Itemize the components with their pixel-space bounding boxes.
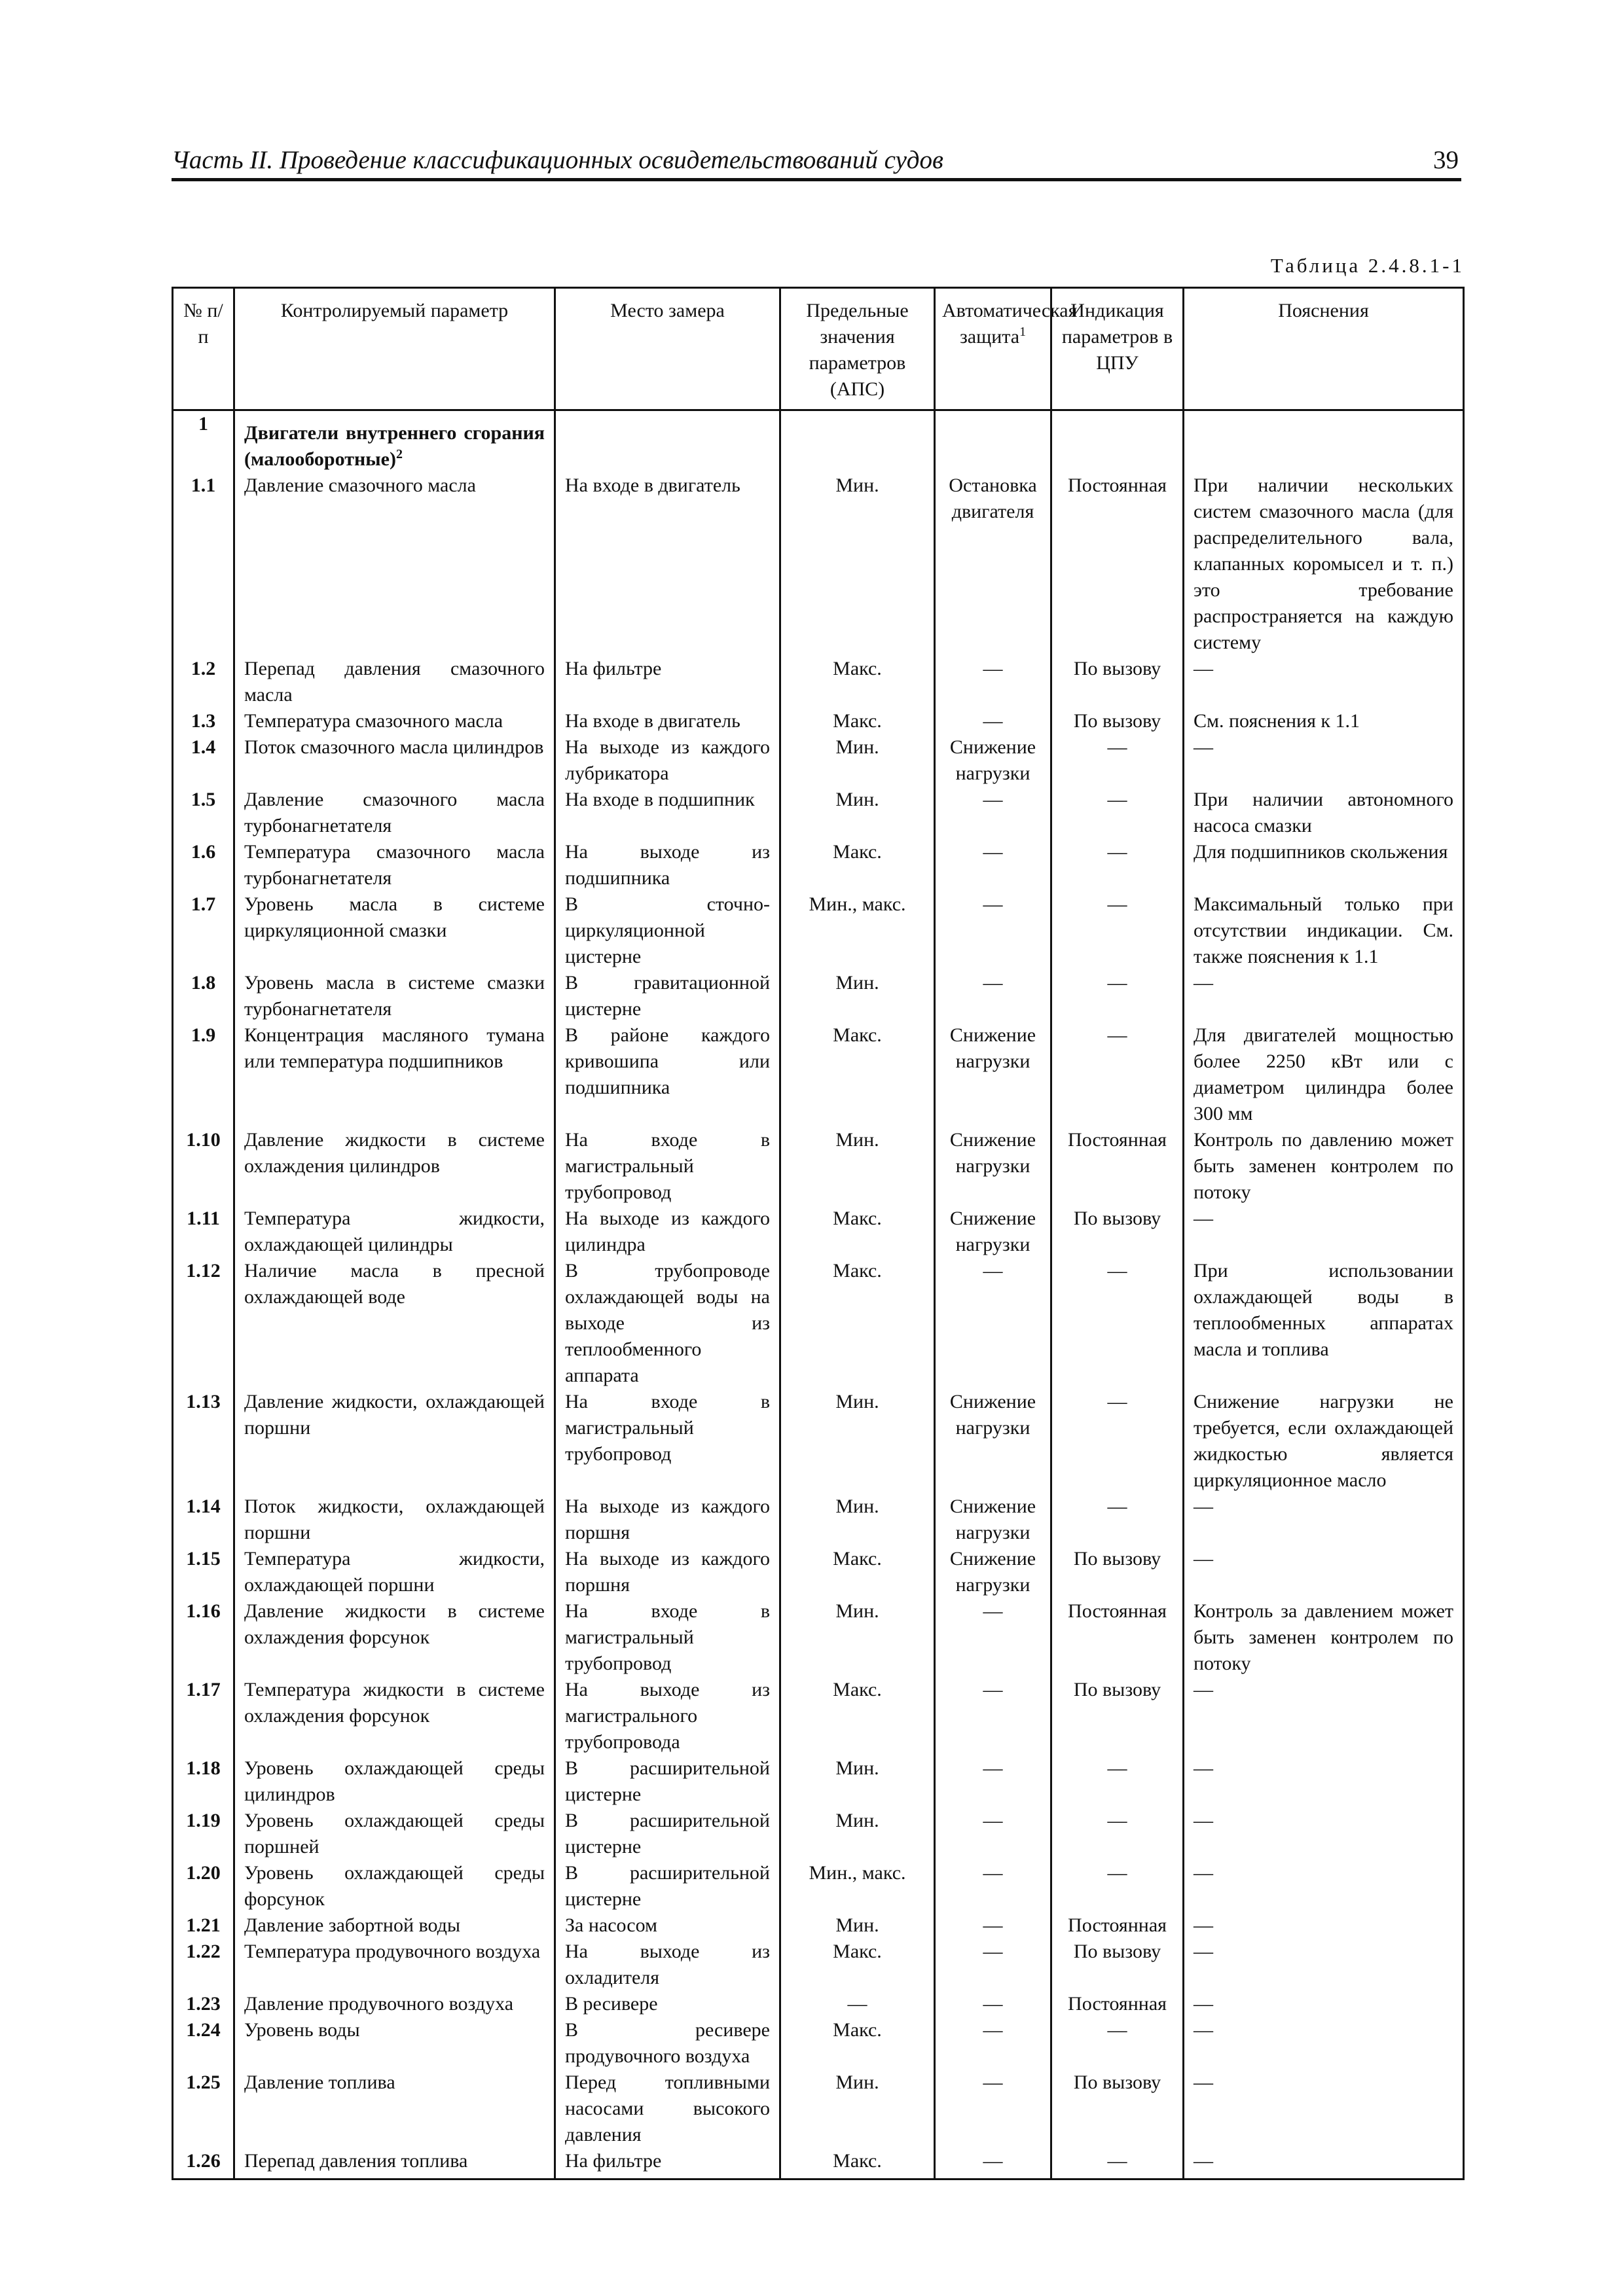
row-auto-protection: Снижение нагрузки [935, 1022, 1051, 1127]
row-auto-protection: — [935, 839, 1051, 891]
row-notes: — [1184, 1677, 1464, 1755]
row-notes: — [1184, 1206, 1464, 1258]
row-location: На выходе из каждого поршня [555, 1494, 780, 1546]
row-location: На выходе из магистрального трубопровода [555, 1677, 780, 1755]
row-parameter: Перепад давления топлива [234, 2148, 555, 2179]
table-row [173, 1389, 1464, 1494]
row-parameter: Температура жидкости, охлаждающей поршни [234, 1546, 555, 1598]
row-auto-protection: — [935, 1755, 1051, 1808]
row-number: 1.12 [173, 1258, 234, 1389]
row-auto-protection: Снижение нагрузки [935, 1494, 1051, 1546]
row-indication: Постоянная [1051, 1127, 1184, 1206]
row-location: На фильтре [555, 2148, 780, 2179]
row-parameter: Температура жидкости в системе охлаждения форсунок [234, 1677, 555, 1755]
row-parameter: Поток смазочного масла цилиндров [234, 734, 555, 787]
row-parameter: Давление жидкости, охлаждающей поршни [234, 1389, 555, 1494]
row-indication: — [1051, 1494, 1184, 1546]
row-indication: По вызову [1051, 2070, 1184, 2148]
row-number: 1.24 [173, 2017, 234, 2070]
row-limits: Макс. [780, 1206, 935, 1258]
table-row [173, 2017, 1464, 2070]
row-parameter: Давление забортной воды [234, 1912, 555, 1939]
row-auto-protection: Снижение нагрузки [935, 1127, 1051, 1206]
row-number: 1.22 [173, 1939, 234, 1991]
row-limits: Макс. [780, 1677, 935, 1755]
row-limits: Мин. [780, 734, 935, 787]
row-auto-protection: Снижение нагрузки [935, 1546, 1051, 1598]
table-row [173, 1912, 1464, 1939]
row-limits: Мин. [780, 787, 935, 839]
row-location: На выходе из каждого цилиндра [555, 1206, 780, 1258]
row-parameter: Перепад давления смазочного масла [234, 656, 555, 708]
row-indication: Постоянная [1051, 1912, 1184, 1939]
row-auto-protection: — [935, 1991, 1051, 2017]
row-indication: Постоянная [1051, 1991, 1184, 2017]
row-limits: Макс. [780, 2017, 935, 2070]
row-location: В районе каждого кривошипа или подшипника [555, 1022, 780, 1127]
row-location: В расширительной цистерне [555, 1808, 780, 1860]
row-indication: — [1051, 1389, 1184, 1494]
row-auto-protection: — [935, 1808, 1051, 1860]
row-number: 1.19 [173, 1808, 234, 1860]
row-indication: — [1051, 1755, 1184, 1808]
row-limits: Мин., макс. [780, 1860, 935, 1912]
row-parameter: Наличие масла в пресной охлаждающей воде [234, 1258, 555, 1389]
row-indication: — [1051, 787, 1184, 839]
row-location: На входе в магистральный трубопровод [555, 1389, 780, 1494]
row-notes: См. пояснения к 1.1 [1184, 708, 1464, 734]
row-auto-protection: — [935, 1860, 1051, 1912]
table-row [173, 1939, 1464, 1991]
row-limits: Мин. [780, 1494, 935, 1546]
row-indication: По вызову [1051, 1939, 1184, 1991]
row-parameter: Давление топлива [234, 2070, 555, 2148]
row-location: На входе в двигатель [555, 708, 780, 734]
row-number: 1.14 [173, 1494, 234, 1546]
row-indication: — [1051, 1860, 1184, 1912]
row-limits: Мин., макс. [780, 891, 935, 970]
table-row [173, 1022, 1464, 1127]
row-notes: — [1184, 2148, 1464, 2179]
header-auto [935, 288, 1078, 410]
row-notes: — [1184, 1494, 1464, 1546]
row-parameter: Уровень охлаждающей среды цилиндров [234, 1755, 555, 1808]
row-auto-protection: — [935, 2148, 1051, 2179]
header-notes: Пояснения [1184, 288, 1464, 410]
row-indication: По вызову [1051, 656, 1184, 708]
row-location: Перед топливными насосами высокого давления [555, 2070, 780, 2148]
table-row [173, 1258, 1464, 1389]
row-limits: Мин. [780, 1127, 935, 1206]
row-location: За насосом [555, 1912, 780, 1939]
header-place: Место замера [555, 288, 780, 410]
row-limits: Мин. [780, 1755, 935, 1808]
row-limits: Мин. [780, 1389, 935, 1494]
row-auto-protection: — [935, 1912, 1051, 1939]
row-notes: — [1184, 1860, 1464, 1912]
row-location: В гравитационной цистерне [555, 970, 780, 1022]
row-location: В ресивере продувочного воздуха [555, 2017, 780, 2070]
row-parameter: Температура продувочного воздуха [234, 1939, 555, 1991]
table-row [173, 1808, 1464, 1860]
row-number: 1.21 [173, 1912, 234, 1939]
row-auto-protection: — [935, 2070, 1051, 2148]
row-parameter: Давление жидкости в системе охлаждения форсунок [234, 1598, 555, 1677]
row-auto-protection: Снижение нагрузки [935, 1206, 1051, 1258]
row-indication: Постоянная [1051, 1598, 1184, 1677]
row-location: В расширительной цистерне [555, 1755, 780, 1808]
row-limits: Мин. [780, 2070, 935, 2148]
row-parameter: Давление жидкости в системе охлаждения цилиндров [234, 1127, 555, 1206]
row-limits: Макс. [780, 708, 935, 734]
page-number: 39 [1433, 146, 1459, 174]
row-indication: — [1051, 1258, 1184, 1389]
row-number: 1.18 [173, 1755, 234, 1808]
row-notes: — [1184, 2070, 1464, 2148]
row-notes: — [1184, 1991, 1464, 2017]
parameters-table [172, 287, 1465, 2180]
row-limits: Макс. [780, 1022, 935, 1127]
row-auto-protection: — [935, 787, 1051, 839]
table-header-row [173, 288, 1464, 410]
row-notes: — [1184, 970, 1464, 1022]
row-auto-protection: — [935, 970, 1051, 1022]
row-notes: При использовании охлаждающей воды в теплообменных аппаратах масла и топлива [1184, 1258, 1464, 1389]
row-notes: — [1184, 734, 1464, 787]
row-indication: — [1051, 2017, 1184, 2070]
row-indication: — [1051, 970, 1184, 1022]
row-number: 1.7 [173, 891, 234, 970]
table-row [173, 1860, 1464, 1912]
row-auto-protection [935, 410, 1051, 473]
row-auto-protection: — [935, 1258, 1051, 1389]
row-location: На выходе из каждого поршня [555, 1546, 780, 1598]
row-number: 1.15 [173, 1546, 234, 1598]
row-number: 1.9 [173, 1022, 234, 1127]
table-row [173, 1494, 1464, 1546]
row-notes: — [1184, 2017, 1464, 2070]
row-parameter: Давление смазочного масла [234, 473, 555, 656]
table-row [173, 970, 1464, 1022]
row-limits: Макс. [780, 656, 935, 708]
row-limits: Макс. [780, 839, 935, 891]
row-notes: Снижение нагрузки не требуется, если охлаждающей жидкостью является циркуляционное масло [1184, 1389, 1464, 1494]
row-parameter [234, 410, 555, 473]
header-limits: Предельные значения параметров (АПС) [780, 288, 935, 410]
table-row [173, 708, 1464, 734]
row-limits: Макс. [780, 2148, 935, 2179]
row-location: На входе в магистральный трубопровод [555, 1598, 780, 1677]
row-limits: Мин. [780, 1912, 935, 1939]
row-number: 1.4 [173, 734, 234, 787]
row-notes: — [1184, 656, 1464, 708]
row-location: На выходе из подшипника [555, 839, 780, 891]
row-auto-protection: Остановка двигателя [935, 473, 1051, 656]
row-limits: — [780, 1991, 935, 2017]
row-limits: Мин. [780, 473, 935, 656]
row-indication: По вызову [1051, 1206, 1184, 1258]
running-header [172, 145, 1461, 181]
row-notes: — [1184, 1755, 1464, 1808]
table-row [173, 656, 1464, 708]
row-notes [1184, 410, 1464, 473]
row-location: На фильтре [555, 656, 780, 708]
row-number: 1.11 [173, 1206, 234, 1258]
row-parameter: Температура смазочного масла турбонагнетателя [234, 839, 555, 891]
row-limits: Макс. [780, 1546, 935, 1598]
table-row [173, 473, 1464, 656]
row-auto-protection: Снижение нагрузки [935, 1389, 1051, 1494]
row-number: 1.26 [173, 2148, 234, 2179]
row-notes: Контроль за давлением может быть заменен контролем по потоку [1184, 1598, 1464, 1677]
row-location: На входе в подшипник [555, 787, 780, 839]
row-limits: Макс. [780, 1258, 935, 1389]
row-number: 1.8 [173, 970, 234, 1022]
row-auto-protection: — [935, 708, 1051, 734]
row-auto-protection: — [935, 2017, 1051, 2070]
row-notes: — [1184, 1808, 1464, 1860]
row-number: 1.16 [173, 1598, 234, 1677]
table-row [173, 787, 1464, 839]
row-number: 1.10 [173, 1127, 234, 1206]
row-number: 1.5 [173, 787, 234, 839]
row-number: 1.2 [173, 656, 234, 708]
row-limits: Мин. [780, 1808, 935, 1860]
header-auto-footnote: 1 [1019, 325, 1027, 339]
table-row [173, 1598, 1464, 1677]
row-location: В трубопроводе охлаждающей воды на выходе из теплообменного аппарата [555, 1258, 780, 1389]
row-indication: По вызову [1051, 708, 1184, 734]
row-notes: — [1184, 1546, 1464, 1598]
row-indication: — [1051, 1808, 1184, 1860]
row-notes: При наличии нескольких систем смазочного масла (для распределительного вала, клапанных коромысел и т. п.) это требование распространяется на каждую систему [1184, 473, 1464, 656]
header-num: № п/п [173, 288, 234, 410]
table-row [173, 1677, 1464, 1755]
row-limits [780, 410, 935, 473]
row-location: В сточно-циркуляционной цистерне [555, 891, 780, 970]
row-notes: При наличии автономного насоса смазки [1184, 787, 1464, 839]
row-indication: По вызову [1051, 1546, 1184, 1598]
row-location: На выходе из охладителя [555, 1939, 780, 1991]
row-limits: Мин. [780, 970, 935, 1022]
row-auto-protection: — [935, 656, 1051, 708]
row-parameter: Уровень воды [234, 2017, 555, 2070]
table-row [173, 1127, 1464, 1206]
row-indication: — [1051, 734, 1184, 787]
row-number: 1.17 [173, 1677, 234, 1755]
row-parameter-text: Двигатели внутреннего сгорания (малооборотные) [244, 422, 545, 470]
table-row [173, 1755, 1464, 1808]
row-auto-protection: — [935, 1598, 1051, 1677]
row-indication: Постоянная [1051, 473, 1184, 656]
row-auto-protection: — [935, 1677, 1051, 1755]
row-location: На выходе из каждого лубрикатора [555, 734, 780, 787]
table-row [173, 2070, 1464, 2148]
row-parameter: Температура смазочного масла [234, 708, 555, 734]
row-parameter: Уровень охлаждающей среды поршней [234, 1808, 555, 1860]
table-row [173, 1991, 1464, 2017]
row-location [555, 410, 780, 473]
header-param: Контролируемый параметр [234, 288, 555, 410]
row-number: 1.1 [173, 473, 234, 656]
row-notes: — [1184, 1912, 1464, 1939]
running-header-title: Часть II. Проведение классификационных освидетельствований судов [172, 146, 943, 174]
row-number: 1.23 [173, 1991, 234, 2017]
table-row [173, 839, 1464, 891]
row-location: В ресивере [555, 1991, 780, 2017]
row-indication [1051, 410, 1184, 473]
row-notes: Для двигателей мощностью более 2250 кВт или с диаметром цилиндра более 300 мм [1184, 1022, 1464, 1127]
row-number: 1.13 [173, 1389, 234, 1494]
row-parameter: Уровень масла в системе смазки турбонагнетателя [234, 970, 555, 1022]
row-location: На входе в магистральный трубопровод [555, 1127, 780, 1206]
row-parameter: Концентрация масляного тумана или температура подшипников [234, 1022, 555, 1127]
table-row [173, 891, 1464, 970]
header-indication: Индикация параметров в ЦПУ [1051, 288, 1184, 410]
row-parameter: Давление продувочного воздуха [234, 1991, 555, 2017]
row-indication: По вызову [1051, 1677, 1184, 1755]
row-indication: — [1051, 1022, 1184, 1127]
row-notes: Максимальный только при отсутствии индикации. См. также пояснения к 1.1 [1184, 891, 1464, 970]
row-notes: Для подшипников скольжения [1184, 839, 1464, 891]
row-parameter: Уровень охлаждающей среды форсунок [234, 1860, 555, 1912]
table-row [173, 1206, 1464, 1258]
row-number: 1.25 [173, 2070, 234, 2148]
row-number: 1 [173, 410, 234, 473]
row-auto-protection: — [935, 1939, 1051, 1991]
row-parameter: Уровень масла в системе циркуляционной смазки [234, 891, 555, 970]
row-indication: — [1051, 2148, 1184, 2179]
row-notes: — [1184, 1939, 1464, 1991]
table-caption: Таблица 2.4.8.1-1 [1270, 254, 1465, 277]
row-auto-protection: — [935, 891, 1051, 970]
row-indication: — [1051, 839, 1184, 891]
row-number: 1.3 [173, 708, 234, 734]
table-row [173, 2148, 1464, 2179]
header-auto-text: Автоматическая защита [942, 300, 1078, 348]
row-location: На входе в двигатель [555, 473, 780, 656]
table-body [173, 410, 1464, 2179]
row-indication: — [1051, 891, 1184, 970]
row-auto-protection: Снижение нагрузки [935, 734, 1051, 787]
row-limits: Макс. [780, 1939, 935, 1991]
row-location: В расширительной цистерне [555, 1860, 780, 1912]
row-number: 1.6 [173, 839, 234, 891]
row-parameter: Давление смазочного масла турбонагнетателя [234, 787, 555, 839]
table-row [173, 1546, 1464, 1598]
table-row [173, 734, 1464, 787]
row-notes: Контроль по давлению может быть заменен контролем по потоку [1184, 1127, 1464, 1206]
row-parameter: Поток жидкости, охлаждающей поршни [234, 1494, 555, 1546]
row-parameter-footnote: 2 [395, 447, 403, 461]
row-number: 1.20 [173, 1860, 234, 1912]
row-limits: Мин. [780, 1598, 935, 1677]
row-parameter: Температура жидкости, охлаждающей цилиндры [234, 1206, 555, 1258]
table-row [173, 410, 1464, 473]
